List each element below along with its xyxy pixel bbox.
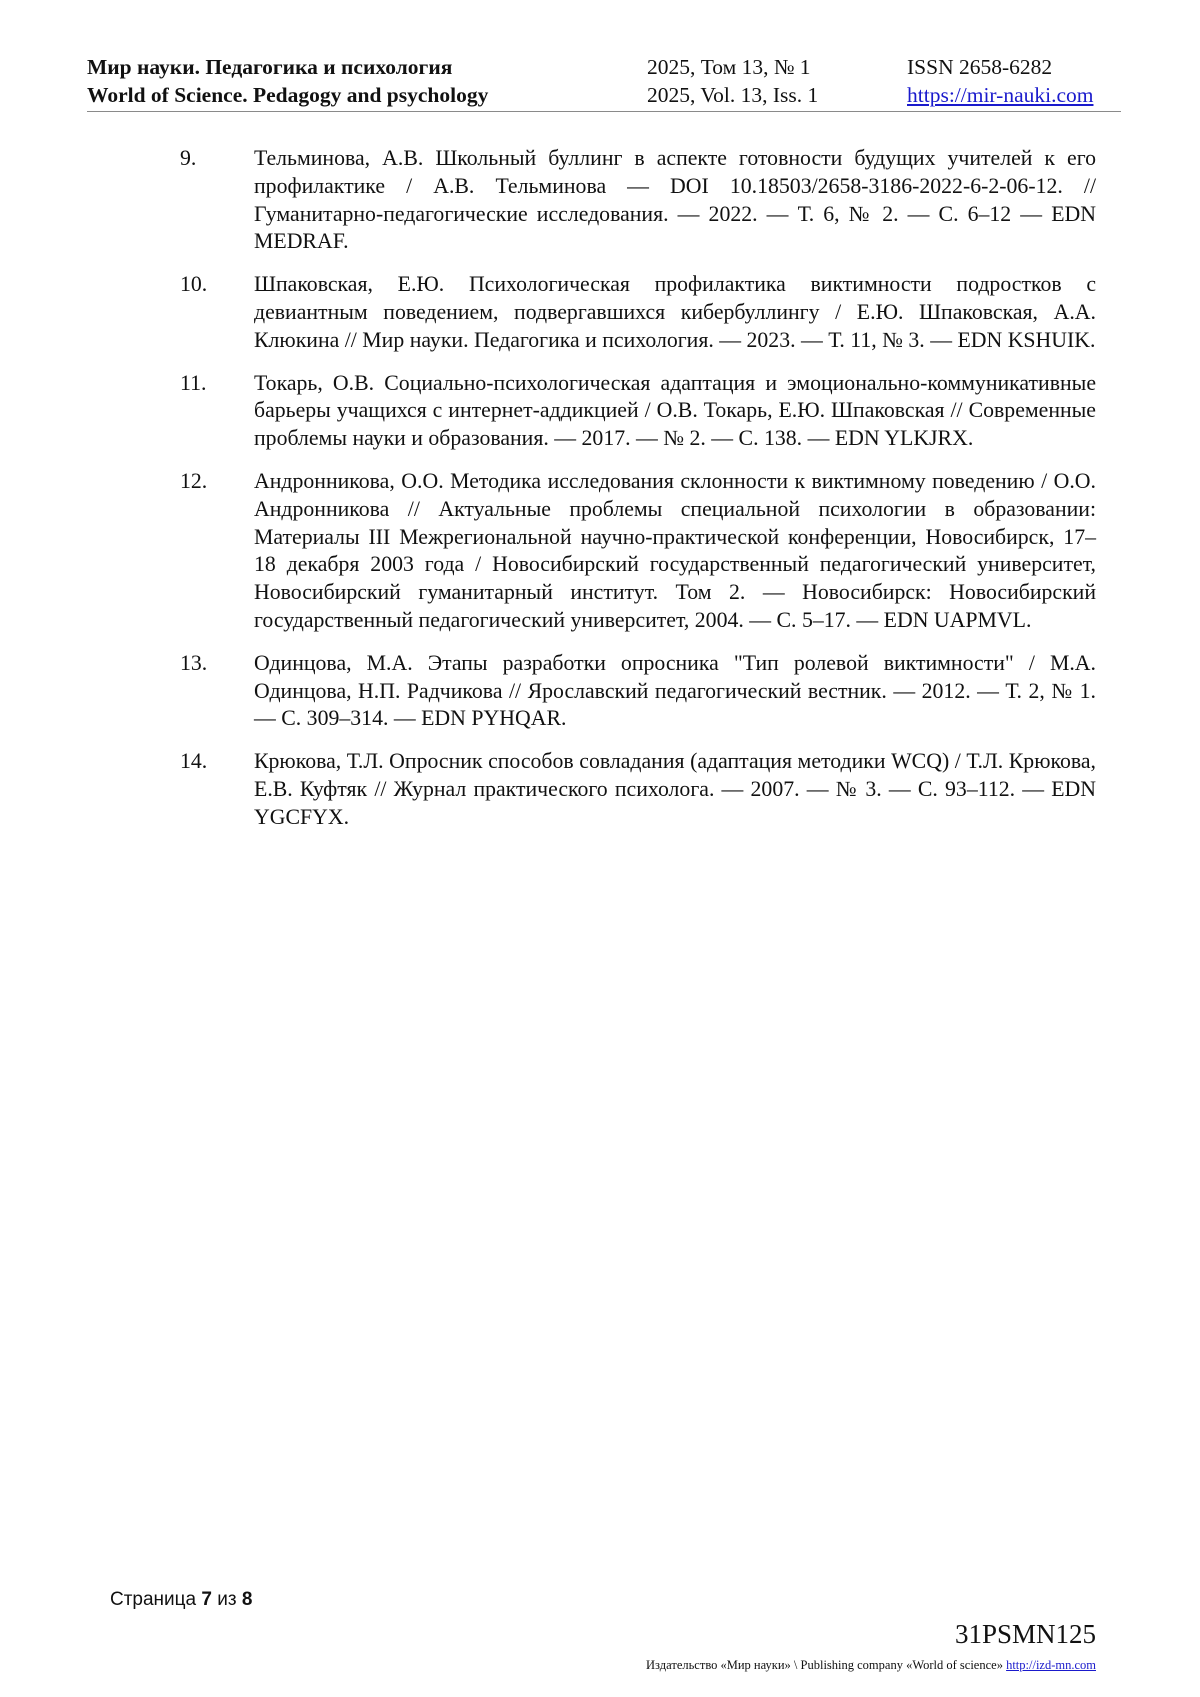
reference-text: Одинцова, М.А. Этапы разработки опросника "Тип ролевой виктимности" / М.А. Одинцова, Н.П. Радчикова // Ярославский педагогический вестник. — 2012. — Т. 2, № 1. — С. 309–314. — EDN PYHQAR. bbox=[254, 650, 1096, 731]
journal-website-link[interactable]: https://mir-nauki.com bbox=[907, 83, 1094, 107]
page-of-label: из bbox=[217, 1589, 237, 1610]
publisher-text: Издательство «Мир науки» \ Publishing company «World of science» bbox=[646, 1658, 1003, 1672]
reference-text: Тельминова, А.В. Школьный буллинг в аспекте готовности будущих учителей к его профилактике / А.В. Тельминова — DOI 10.18503/2658-3186-2022-6-2-06-12. // Гуманитарно-педагогические исследования. — 2022. — Т. 6, № 2. — С. 6–12 — EDN MEDRAF. bbox=[254, 146, 1096, 254]
running-header bbox=[87, 53, 1121, 112]
page-counter bbox=[110, 1588, 252, 1612]
reference-item bbox=[180, 370, 1096, 453]
reference-text: Андронникова, О.О. Методика исследования склонности к виктимному поведению / О.О. Андронникова // Актуальные проблемы специальной психологии в образовании: Материалы III Межрегиональной научно-практической конференции, Новосибирск, 17–18 декабря 2003 года / Новосибирский государственный педагогический университет, Новосибирский гуманитарный институт. Том 2. — Новосибирск: Новосибирский государственный педагогический университет, 2004. — С. 5–17. — EDN UAPMVL. bbox=[254, 468, 1096, 632]
reference-text: Токарь, О.В. Социально-психологическая адаптация и эмоционально-коммуникативные барьеры учащихся с интернет-аддикцией / О.В. Токарь, Е.Ю. Шпаковская // Современные проблемы науки и образования. — 2017. — № 2. — С. 138. — EDN YLKJRX. bbox=[254, 370, 1096, 451]
reference-number: 13. bbox=[180, 650, 208, 675]
issue-info-en: 2025, Vol. 13, Iss. 1 bbox=[647, 83, 819, 107]
reference-number: 11. bbox=[180, 370, 207, 395]
issue-info-ru: 2025, Том 13, № 1 bbox=[647, 55, 811, 79]
publisher-link[interactable]: http://izd-mn.com bbox=[1006, 1658, 1096, 1672]
issn: ISSN 2658-6282 bbox=[907, 55, 1053, 79]
article-code: 31PSMN125 bbox=[954, 1619, 1096, 1649]
reference-number: 14. bbox=[180, 749, 208, 774]
page-label: Страница bbox=[110, 1589, 197, 1610]
journal-title-ru: Мир науки. Педагогика и психология bbox=[87, 55, 453, 79]
reference-number: 9. bbox=[180, 146, 197, 170]
reference-item bbox=[180, 650, 1096, 733]
reference-item bbox=[180, 748, 1096, 831]
reference-item bbox=[180, 271, 1096, 354]
reference-number: 10. bbox=[180, 272, 208, 297]
publisher-line bbox=[646, 1657, 1096, 1673]
reference-list bbox=[180, 145, 1096, 847]
journal-title-en: World of Science. Pedagogy and psychology bbox=[87, 83, 489, 107]
reference-text: Шпаковская, Е.Ю. Психологическая профилактика виктимности подростков с девиантным поведением, подвергавшихся кибербуллингу / Е.Ю. Шпаковская, А.А. Клюкина // Мир науки. Педагогика и психология. — 2023. — Т. 11, № 3. — EDN KSHUIK. bbox=[254, 272, 1096, 352]
reference-item bbox=[180, 145, 1096, 256]
reference-number: 12. bbox=[180, 468, 208, 493]
reference-text: Крюкова, Т.Л. Опросник способов совладания (адаптация методики WCQ) / Т.Л. Крюкова, Е.В. Куфтяк // Журнал практического психолога. — 2007. — № 3. — С. 93–112. — EDN YGCFYX. bbox=[254, 749, 1096, 829]
page-current: 7 bbox=[201, 1589, 212, 1610]
reference-item bbox=[180, 468, 1096, 635]
page-total: 8 bbox=[241, 1589, 253, 1610]
